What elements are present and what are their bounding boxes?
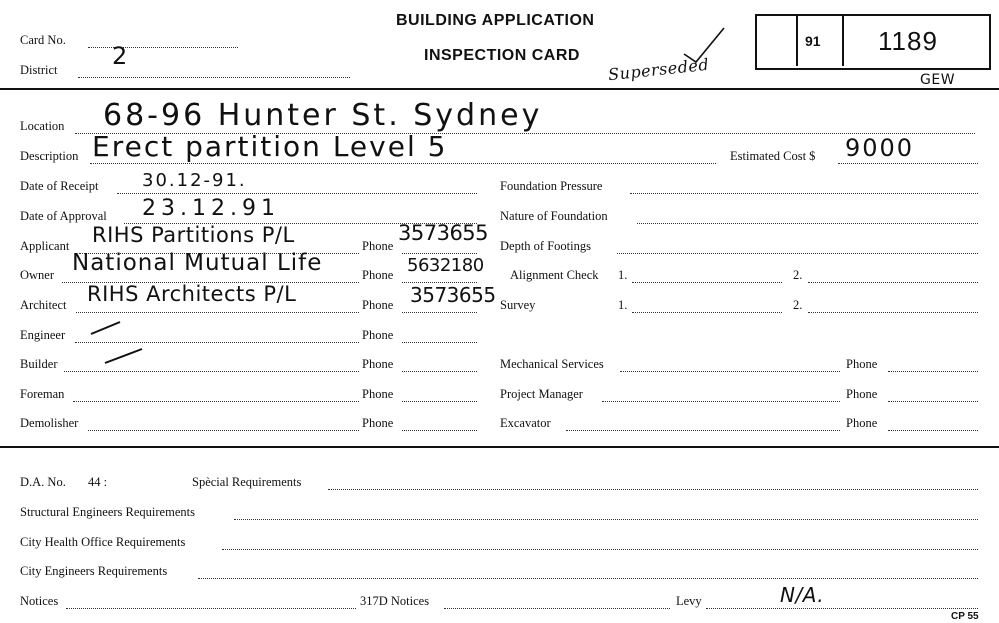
excavator-line (566, 430, 840, 431)
project-manager-phone-line (888, 401, 978, 402)
architect-phone-value[interactable]: 3573655 (410, 283, 496, 307)
applicant-phone-label: Phone (362, 239, 394, 253)
header-rule (0, 88, 999, 90)
builder-label: Builder (20, 357, 58, 371)
notices-317d-line (444, 608, 670, 609)
date-of-approval-label: Date of Approval (20, 209, 107, 223)
foundation-pressure-line (630, 193, 978, 194)
form-title-line1: BUILDING APPLICATION (396, 12, 595, 29)
engineer-phone-line (402, 342, 477, 343)
owner-phone-label: Phone (362, 268, 394, 282)
engineer-dash-mark (88, 318, 124, 338)
engineer-label: Engineer (20, 328, 66, 342)
card-number-box (755, 14, 991, 70)
da-no-label: D.A. No. (20, 475, 66, 489)
foundation-pressure-label: Foundation Pressure (500, 179, 603, 193)
applicant-label: Applicant (20, 239, 70, 253)
alignment-check-2: 2. (793, 268, 803, 282)
box-id: 1189 (878, 26, 938, 56)
applicant-value[interactable]: RIHS Partitions P/L (92, 223, 295, 247)
project-manager-line (602, 401, 840, 402)
levy-line (706, 608, 978, 609)
health-requirements-label: City Health Office Requirements (20, 535, 186, 549)
depth-of-footings-label: Depth of Footings (500, 239, 591, 253)
architect-phone-label: Phone (362, 298, 394, 312)
location-label: Location (20, 119, 65, 133)
owner-label: Owner (20, 268, 55, 282)
da-no-value: 44 : (88, 475, 108, 489)
mechanical-services-phone-label: Phone (846, 357, 878, 371)
date-of-receipt-label: Date of Receipt (20, 179, 99, 193)
alignment-check-2-line (808, 282, 978, 283)
foreman-phone-label: Phone (362, 387, 394, 401)
description-line (90, 163, 716, 164)
nature-of-foundation-label: Nature of Foundation (500, 209, 608, 223)
foreman-label: Foreman (20, 387, 65, 401)
owner-value[interactable]: National Mutual Life (72, 250, 323, 276)
special-requirements-label: Spècial Requirements (192, 475, 302, 489)
demolisher-phone-line (402, 430, 477, 431)
foreman-line (73, 401, 359, 402)
architect-phone-line (402, 312, 477, 313)
depth-of-footings-line (617, 253, 978, 254)
box-divider-2 (842, 16, 844, 66)
description-label: Description (20, 149, 79, 163)
applicant-phone-value[interactable]: 3573655 (398, 221, 489, 245)
structural-requirements-label: Structural Engineers Requirements (20, 505, 195, 519)
location-value[interactable]: 68-96 Hunter St. Sydney (103, 98, 543, 133)
form-code: CP 55 (951, 611, 979, 622)
project-manager-label: Project Manager (500, 387, 583, 401)
engineer-line (75, 342, 359, 343)
survey-label: Survey (500, 298, 536, 312)
description-value[interactable]: Erect partition Level 5 (92, 130, 448, 163)
applicant-phone-line (402, 253, 477, 254)
survey-1: 1. (618, 298, 628, 312)
engineer-phone-label: Phone (362, 328, 394, 342)
levy-value[interactable]: N/A. (780, 583, 825, 607)
alignment-check-1-line (632, 282, 782, 283)
date-of-receipt-line (117, 193, 477, 194)
excavator-label: Excavator (500, 416, 551, 430)
demolisher-line (88, 430, 359, 431)
structural-requirements-line (234, 519, 978, 520)
builder-phone-line (402, 371, 477, 372)
box-divider-1 (796, 16, 798, 66)
mechanical-services-label: Mechanical Services (500, 357, 604, 371)
alignment-check-1: 1. (618, 268, 628, 282)
demolisher-phone-label: Phone (362, 416, 394, 430)
survey-2: 2. (793, 298, 803, 312)
mechanical-services-phone-line (888, 371, 978, 372)
levy-label: Levy (676, 594, 702, 608)
health-requirements-line (222, 549, 978, 550)
card-no-value[interactable]: 2 (112, 42, 128, 70)
box-number: 91 (805, 33, 821, 49)
district-line (78, 77, 350, 78)
architect-label: Architect (20, 298, 67, 312)
builder-line (64, 371, 359, 372)
project-manager-phone-label: Phone (846, 387, 878, 401)
excavator-phone-label: Phone (846, 416, 878, 430)
city-engineers-requirements-line (198, 578, 978, 579)
special-requirements-line (328, 489, 978, 490)
survey-2-line (808, 312, 978, 313)
notices-317d-label: 317D Notices (360, 594, 430, 608)
builder-phone-label: Phone (362, 357, 394, 371)
alignment-check-label: Alignment Check (510, 268, 599, 282)
form-title-line2: INSPECTION CARD (424, 47, 580, 64)
initials: GEW (920, 72, 956, 88)
builder-dash-mark (102, 346, 146, 366)
nature-of-foundation-line (637, 223, 978, 224)
district-label: District (20, 63, 58, 77)
excavator-phone-line (888, 430, 978, 431)
date-of-receipt-value[interactable]: 30.12-91. (142, 170, 247, 191)
section-rule (0, 446, 999, 448)
superseded-note: Superseded (607, 54, 710, 85)
mechanical-services-line (620, 371, 840, 372)
architect-value[interactable]: RIHS Architects P/L (87, 282, 297, 306)
architect-line (76, 312, 359, 313)
foreman-phone-line (402, 401, 477, 402)
demolisher-label: Demolisher (20, 416, 79, 430)
estimated-cost-line (838, 163, 978, 164)
owner-phone-value[interactable]: 5632180 (407, 255, 484, 276)
estimated-cost-value[interactable]: 9000 (845, 134, 915, 162)
estimated-cost-label: Estimated Cost $ (730, 149, 816, 163)
survey-1-line (632, 312, 782, 313)
notices-line (66, 608, 356, 609)
card-no-label: Card No. (20, 33, 66, 47)
date-of-approval-value[interactable]: 23.12.91 (142, 196, 280, 221)
city-engineers-requirements-label: City Engineers Requirements (20, 564, 168, 578)
notices-label: Notices (20, 594, 59, 608)
card-no-line (88, 47, 238, 48)
